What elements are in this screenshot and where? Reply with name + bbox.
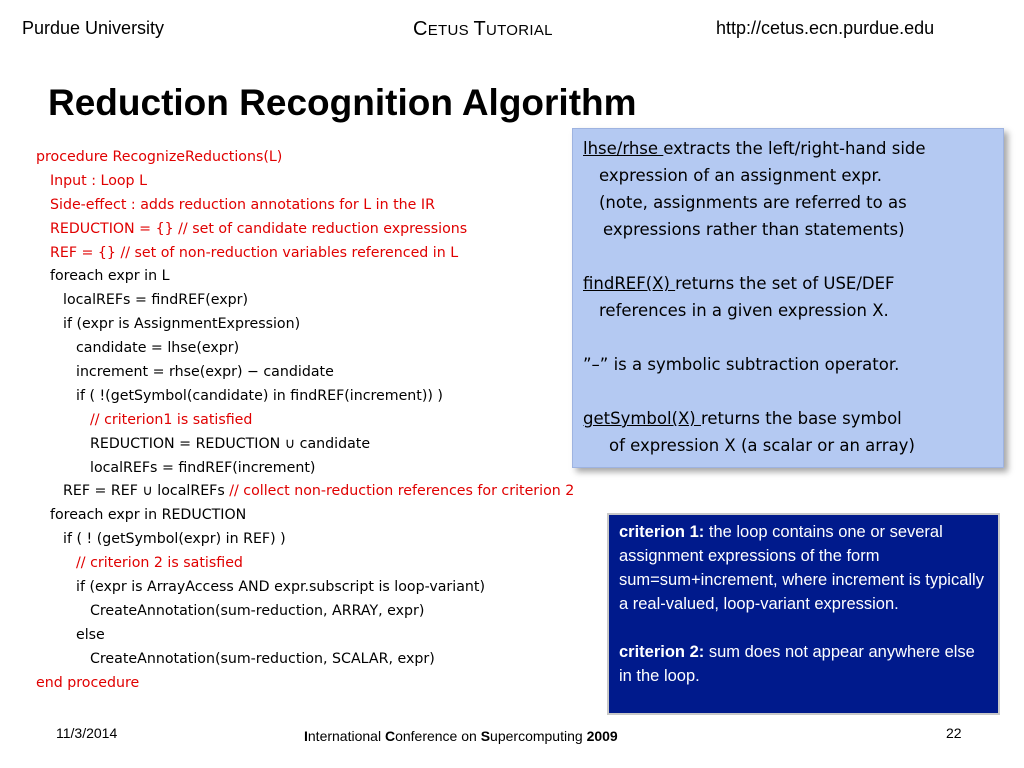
getsymbol-desc-1: returns the base symbol bbox=[700, 409, 902, 428]
code-line: if ( ! (getSymbol(expr) in REF) ) bbox=[63, 531, 286, 548]
lhse-desc-3: (note, assignments are referred to as bbox=[599, 193, 907, 212]
footer-conf-I: I bbox=[304, 728, 308, 744]
header-university: Purdue University bbox=[22, 18, 165, 38]
code-line: REDUCTION = REDUCTION ∪ candidate bbox=[90, 435, 371, 452]
criterion-2-label: criterion 2: bbox=[619, 643, 705, 661]
findref-term: findREF(X) bbox=[583, 274, 676, 293]
header-small-caps-2: UTORIAL bbox=[485, 22, 553, 39]
header-cap-c: C bbox=[413, 18, 428, 40]
lhse-desc-2: expression of an assignment expr. bbox=[599, 166, 883, 185]
getsymbol-line bbox=[583, 405, 993, 432]
findref-line bbox=[583, 270, 993, 297]
header-cap-t: T bbox=[473, 18, 486, 40]
criterion-1-text: the loop contains one or several assignment expressions of the form sum=sum+increment, where increment is typically a real-valued, loop-variant expression. bbox=[619, 523, 984, 613]
lhse-line bbox=[583, 135, 993, 162]
algorithm-code bbox=[36, 146, 574, 695]
criterion-2 bbox=[619, 640, 988, 688]
code-line: if ( !(getSymbol(candidate) in findREF(increment)) ) bbox=[76, 387, 443, 404]
code-line: Side-effect : adds reduction annotations for L in the IR bbox=[50, 196, 435, 213]
code-line: REDUCTION = {} // set of candidate reduction expressions bbox=[50, 220, 468, 237]
lhse-desc-1: extracts the left/right-hand side bbox=[663, 139, 926, 158]
getsymbol-term: getSymbol(X) bbox=[583, 409, 701, 428]
criterion-1 bbox=[619, 520, 988, 616]
code-line: end procedure bbox=[36, 674, 140, 691]
footer-date: 11/3/2014 bbox=[56, 725, 118, 741]
footer-conf-part1: nternational bbox=[307, 728, 385, 744]
header-small-caps-1: ETUS bbox=[427, 22, 474, 39]
code-text: REF = REF ∪ localREFs bbox=[63, 483, 230, 500]
minus-note: ”–” is a symbolic subtraction operator. bbox=[583, 355, 900, 374]
code-line: else bbox=[76, 626, 105, 643]
function-definitions-box bbox=[572, 128, 1004, 468]
code-line: CreateAnnotation(sum-reduction, SCALAR, expr) bbox=[90, 650, 435, 667]
code-line: // criterion1 is satisfied bbox=[90, 411, 253, 428]
footer-conf-part2: onference on bbox=[395, 728, 481, 744]
code-line: foreach expr in L bbox=[50, 268, 170, 285]
footer-conf-S: S bbox=[480, 728, 491, 744]
code-line: CreateAnnotation(sum-reduction, ARRAY, expr) bbox=[90, 602, 425, 619]
footer-conf-C: C bbox=[384, 728, 396, 744]
slide-title: Reduction Recognition Algorithm bbox=[48, 82, 637, 123]
header-tutorial-title bbox=[413, 18, 553, 41]
code-line: procedure RecognizeReductions(L) bbox=[36, 149, 283, 165]
code-line bbox=[36, 480, 574, 504]
code-comment: // collect non-reduction references for criterion 2 bbox=[229, 483, 575, 500]
findref-desc-2: references in a given expression X. bbox=[599, 301, 889, 320]
code-line: localREFs = findREF(expr) bbox=[63, 292, 249, 309]
header-url[interactable]: http://cetus.ecn.purdue.edu bbox=[716, 18, 935, 38]
code-line: Input : Loop L bbox=[50, 172, 147, 189]
code-line: foreach expr in REDUCTION bbox=[50, 507, 247, 524]
code-line: if (expr is AssignmentExpression) bbox=[63, 316, 301, 333]
code-line: // criterion 2 is satisfied bbox=[76, 555, 243, 572]
findref-desc-1: returns the set of USE/DEF bbox=[675, 274, 895, 293]
lhse-term: lhse/rhse bbox=[583, 139, 664, 158]
footer-conf-part3: upercomputing bbox=[490, 728, 587, 744]
criterion-1-label: criterion 1: bbox=[619, 523, 705, 541]
criterion-2-text: sum does not appear anywhere else in the loop. bbox=[619, 643, 975, 685]
footer-conf-year: 2009 bbox=[586, 728, 618, 744]
code-line: increment = rhse(expr) − candidate bbox=[76, 364, 334, 381]
code-line: REF = {} // set of non-reduction variables referenced in L bbox=[50, 244, 459, 261]
footer-conference bbox=[304, 728, 618, 744]
criteria-box bbox=[607, 513, 1000, 715]
code-line: if (expr is ArrayAccess AND expr.subscript is loop-variant) bbox=[76, 579, 485, 596]
code-line: candidate = lhse(expr) bbox=[76, 340, 240, 357]
code-line: localREFs = findREF(increment) bbox=[90, 459, 316, 476]
getsymbol-desc-2: of expression X (a scalar or an array) bbox=[609, 436, 915, 455]
lhse-desc-4: expressions rather than statements) bbox=[603, 220, 905, 239]
footer-page-number: 22 bbox=[946, 725, 962, 741]
